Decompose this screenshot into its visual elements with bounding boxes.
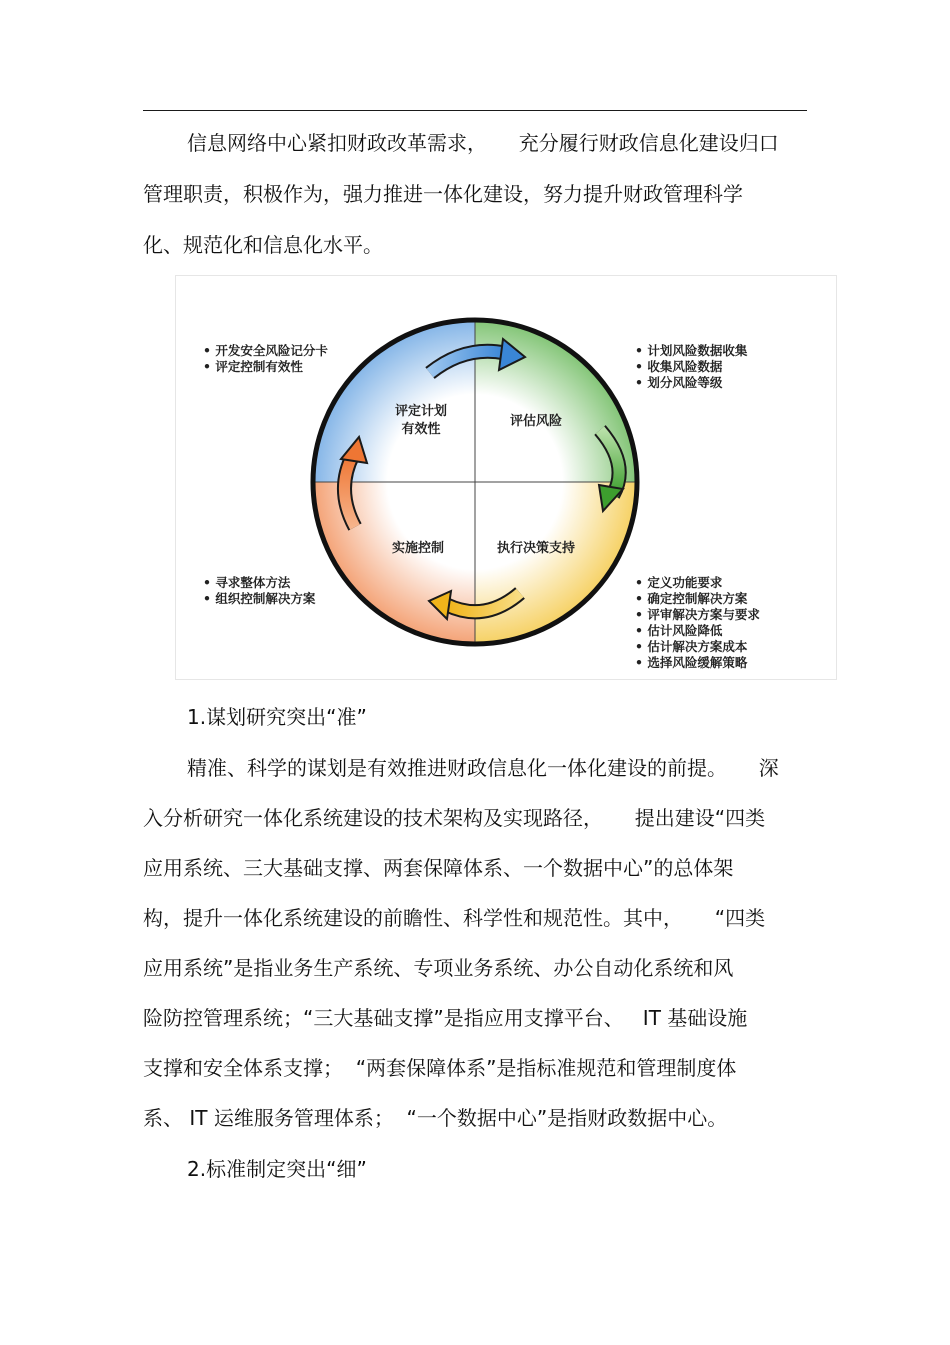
label-implement-control: 实施控制 <box>391 541 445 556</box>
bullet-tr-1: • 计划风险数据收集 <box>635 343 748 358</box>
section1-line-8: 系、 IT 运维服务管理体系； “一个数据中心”是指财政数据中心。 <box>143 1106 728 1130</box>
bullet-br-6: • 选择风险缓解策略 <box>635 655 748 670</box>
section1-line-5: 应用系统”是指业务生产系统、专项业务系统、办公自动化系统和风 <box>143 956 734 980</box>
label-assess-risk: 评估风险 <box>509 414 563 429</box>
intro-line-1: 信息网络中心紧扣财政改革需求， 充分履行财政信息化建设归口 <box>187 131 779 155</box>
bullet-tr-3: • 划分风险等级 <box>635 375 723 390</box>
section1-line-4: 构，提升一体化系统建设的前瞻性、科学性和规范性。其中， “四类 <box>143 906 766 930</box>
bullet-br-4: • 估计风险降低 <box>635 623 723 638</box>
intro-line-3: 化、规范化和信息化水平。 <box>143 233 383 257</box>
bullet-br-2: • 确定控制解决方案 <box>635 591 748 606</box>
label-decision-support: 执行决策支持 <box>496 541 576 556</box>
risk-management-cycle-figure <box>175 275 837 680</box>
bullet-bl-1: • 寻求整体方法 <box>203 575 291 590</box>
intro-line-2: 管理职责，积极作为，强力推进一体化建设，努力提升财政管理科学 <box>143 182 743 206</box>
bullet-tl-1: • 开发安全风险记分卡 <box>203 343 328 358</box>
label-evaluate-plan-2: 有效性 <box>401 422 441 437</box>
header-rule <box>143 110 807 111</box>
bullet-bl-2: • 组织控制解决方案 <box>203 591 316 606</box>
cycle-diagram <box>175 275 837 680</box>
bullet-br-1: • 定义功能要求 <box>635 575 723 590</box>
section1-line-3: 应用系统、三大基础支撑、两套保障体系、一个数据中心”的总体架 <box>143 856 734 880</box>
bullet-tl-2: • 评定控制有效性 <box>203 359 303 374</box>
label-evaluate-plan-1: 评定计划 <box>394 404 448 419</box>
section1-line-6: 险防控管理系统；“三大基础支撑”是指应用支撑平台、 IT 基础设施 <box>143 1006 748 1030</box>
bullet-br-5: • 估计解决方案成本 <box>635 639 748 654</box>
bullet-tr-2: • 收集风险数据 <box>635 359 723 374</box>
section1-line-2: 入分析研究一体化系统建设的技术架构及实现路径， 提出建设“四类 <box>143 806 766 830</box>
section1-line-7: 支撑和安全体系支撑； “两套保障体系”是指标准规范和管理制度体 <box>143 1056 737 1080</box>
bullet-br-3: • 评审解决方案与要求 <box>635 607 760 622</box>
section1-heading: 1.谋划研究突出“准” <box>187 705 367 729</box>
section1-line-1: 精准、科学的谋划是有效推进财政信息化一体化建设的前提。 深 <box>187 756 779 780</box>
section2-heading: 2.标准制定突出“细” <box>187 1157 367 1181</box>
